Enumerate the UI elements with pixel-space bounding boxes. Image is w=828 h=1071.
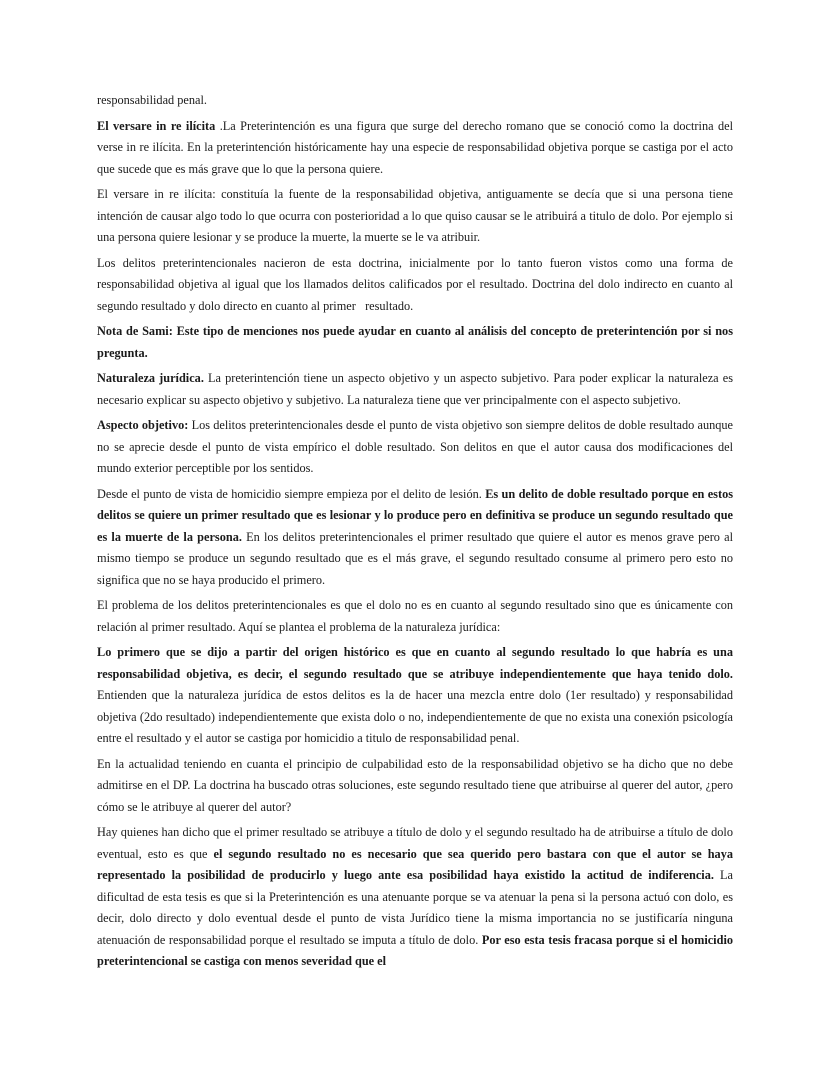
paragraph [97, 754, 733, 819]
paragraph [97, 368, 733, 411]
bold-text-run: Naturaleza jurídica. [97, 371, 204, 385]
paragraph [97, 642, 733, 750]
paragraph [97, 116, 733, 181]
text-run: Hay quienes han dicho que el primer resultado se atribuye a título de dolo y el segundo resultado ha de atribuirse a título de dolo eventual, esto es que [97, 825, 733, 861]
text-run: El versare in re ilícita: constituía la fuente de la responsabilidad objetiva, antiguamente se decía que si una persona tiene intención de causar algo todo lo que ocurra con posterioridad a lo que quiso causar se le atribuirá a titulo de dolo. Por ejemplo si una persona quiere lesionar y se produce la muerte, la muerte se le va atribuir. [97, 187, 733, 244]
paragraph [97, 415, 733, 480]
bold-text-run: el segundo resultado no es necesario que sea querido pero bastara con que el autor se haya representado la posibilidad de producirlo y luego ante esa posibilidad haya existido la actitud de indiferencia. [97, 846, 733, 882]
text-run: responsabilidad penal. [97, 93, 207, 107]
text-run: Entienden que la naturaleza jurídica de estos delitos es la de hacer una mezcla entre dolo (1er resultado) y responsabilidad objetiva (2do resultado) independientemente que exista dolo o no, independientemente de que no exista una conexión psicología entre el resultado y el autor se castiga por homicidio a titulo de responsabilidad penal. [97, 688, 733, 745]
paragraph [97, 184, 733, 249]
bold-text-run: Es un delito de doble resultado porque en estos delitos se quiere un primer resultado que es lesionar y lo produce pero en definitiva se produce un segundo resultado que es la muerte de la persona. [97, 486, 734, 544]
paragraph [97, 595, 733, 638]
bold-text-run: Nota de Sami: Este tipo de menciones nos puede ayudar en cuanto al análisis del concepto de preterintención por si nos pregunta. [97, 324, 733, 360]
text-run: La dificultad de esta tesis es que si la Preterintención es una atenuante porque se va atenuar la pena si la persona actuó con dolo, es decir, dolo directo y dolo eventual desde el punto de vista Jurídico tiene la misma importancia no se justificaría ninguna atenuación de responsabilidad porque el resultado se imputa a título de dolo. [97, 868, 733, 947]
text-run: Los delitos preterintencionales desde el punto de vista objetivo son siempre delitos de doble resultado aunque no se aprecie desde el punto de vista empírico el doble resultado. Son delitos en que el autor causa dos modificaciones del mundo exterior perceptible por los sentidos. [97, 418, 734, 475]
text-run: En la actualidad teniendo en cuanta el principio de culpabilidad esto de la responsabilidad objetivo se ha dicho que no debe admitirse en el DP. La doctrina ha buscado otras soluciones, este segundo resultado tiene que atribuirse al querer del autor, ¿pero cómo se le atribuye al querer del autor? [97, 756, 733, 814]
paragraph [97, 90, 733, 112]
text-run: .La Preterintención es una figura que surge del derecho romano que se conoció como la doctrina del verse in re ilícita. En la preterintención históricamente hay una especie de responsabilidad objetiva porque se castiga por el acto que sucede que es más grave que lo que la persona quiere. [97, 118, 733, 176]
bold-text-run: Aspecto objetivo: [97, 418, 189, 432]
paragraph [97, 321, 733, 364]
text-run: Los delitos preterintencionales nacieron de esta doctrina, inicialmente por lo tanto fueron vistos como una forma de responsabilidad objetiva al igual que los llamados delitos calificados por el resultado. Doctrina del dolo indirecto en cuanto al segundo resultado y dolo directo en cuanto al primer resultado. [97, 255, 733, 313]
bold-text-run: Lo primero que se dijo a partir del origen histórico es que en cuanto al segundo resultado lo que habría es una responsabilidad objetiva, es decir, el segundo resultado que se atribuye independientemente que haya tenido dolo. [97, 645, 733, 681]
paragraph [97, 822, 733, 973]
text-run: En los delitos preterintencionales el primer resultado que quiere el autor es menos grave pero al mismo tiempo se produce un segundo resultado que es el más grave, el segundo resultado consume al primero pero esto no significa que no se haya producido el primero. [97, 529, 734, 587]
bold-text-run: Por eso esta tesis fracasa porque si el homicidio preterintencional se castiga con menos severidad que el [97, 932, 734, 968]
paragraph [97, 253, 733, 318]
text-run: El problema de los delitos preterintencionales es que el dolo no es en cuanto al segundo resultado sino que es únicamente con relación al primer resultado. Aquí se plantea el problema de la naturaleza jurídica: [97, 598, 733, 634]
text-run: Desde el punto de vista de homicidio siempre empieza por el delito de lesión. [97, 486, 486, 501]
bold-text-run: El versare in re ilícita [97, 118, 216, 133]
document-body [97, 90, 733, 977]
paragraph [97, 484, 733, 592]
text-run: La preterintención tiene un aspecto objetivo y un aspecto subjetivo. Para poder explicar la naturaleza es necesario explicar su aspecto objetivo y subjetivo. La naturaleza tiene que ver principalmente con el aspecto subjetivo. [97, 371, 733, 407]
